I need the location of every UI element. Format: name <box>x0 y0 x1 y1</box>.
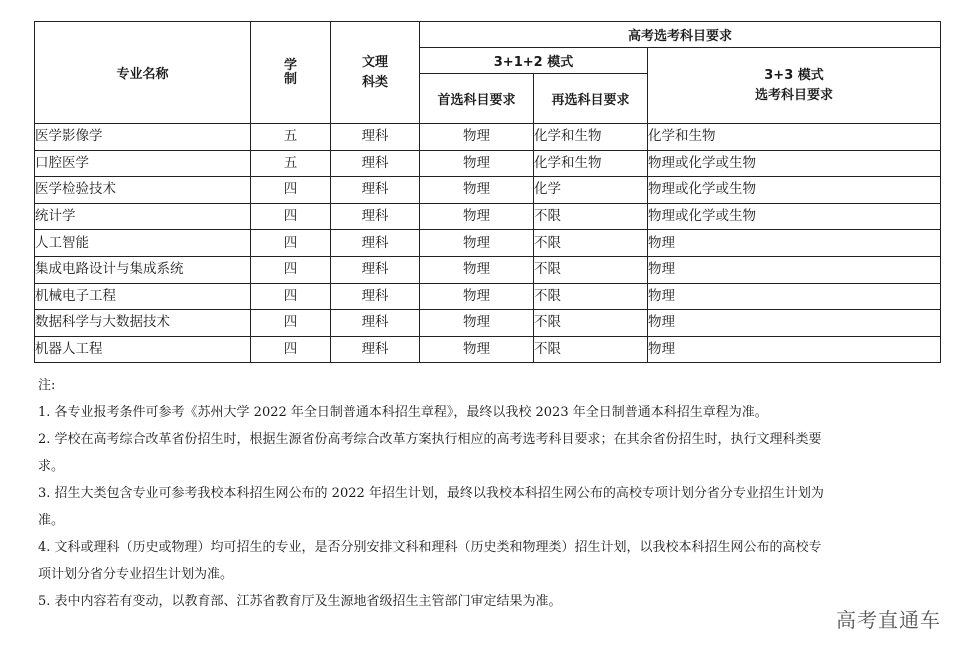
table-row <box>35 336 941 363</box>
major-name-cell: 医学影像学 <box>35 124 251 151</box>
first-subject-cell: 物理 <box>420 150 534 177</box>
note-continuation: 求。 <box>38 459 65 474</box>
mode33-subject-cell: 物理或化学或生物 <box>648 177 941 204</box>
note-line: 1. 各专业报考条件可参考《苏州大学 2022 年全日制普通本科招生章程》，最终以我校 2023 年全日制普通本科招生章程为准。 <box>38 405 768 420</box>
duration-cell: 四 <box>251 310 331 337</box>
category-cell: 理科 <box>331 203 420 230</box>
table-row <box>35 256 941 283</box>
duration-cell: 五 <box>251 124 331 151</box>
major-name-cell: 数据科学与大数据技术 <box>35 310 251 337</box>
major-name-cell: 统计学 <box>35 203 251 230</box>
mode33-subject-cell: 物理 <box>648 256 941 283</box>
mode33-subject-cell: 物理 <box>648 230 941 257</box>
notes-section <box>38 372 938 615</box>
category-cell: 理科 <box>331 310 420 337</box>
second-subject-cell: 化学和生物 <box>534 150 648 177</box>
duration-cell: 四 <box>251 230 331 257</box>
mode33-subject-cell: 物理 <box>648 336 941 363</box>
mode33-subject-cell: 物理或化学或生物 <box>648 203 941 230</box>
major-name-cell: 集成电路设计与集成系统 <box>35 256 251 283</box>
category-cell: 理科 <box>331 177 420 204</box>
second-subject-cell: 不限 <box>534 256 648 283</box>
header-duration: 学 制 <box>251 22 331 124</box>
second-subject-cell: 不限 <box>534 310 648 337</box>
table-row <box>35 283 941 310</box>
first-subject-cell: 物理 <box>420 256 534 283</box>
table-row <box>35 150 941 177</box>
note-line: 3. 招生大类包含专业可参考我校本科招生网公布的 2022 年招生计划，最终以我校本科招生网公布的高校专项计划分省分专业招生计划为 <box>38 486 824 501</box>
header-second-subject: 再选科目要求 <box>534 74 648 124</box>
second-subject-cell: 化学 <box>534 177 648 204</box>
category-cell: 理科 <box>331 150 420 177</box>
duration-cell: 五 <box>251 150 331 177</box>
header-category: 文理 科类 <box>331 22 420 124</box>
first-subject-cell: 物理 <box>420 310 534 337</box>
header-gaokao-requirements: 高考选考科目要求 <box>420 22 941 48</box>
first-subject-cell: 物理 <box>420 203 534 230</box>
major-name-cell: 人工智能 <box>35 230 251 257</box>
major-name-cell: 口腔医学 <box>35 150 251 177</box>
category-cell: 理科 <box>331 336 420 363</box>
watermark: 高考直通车 <box>836 608 941 632</box>
table-row <box>35 177 941 204</box>
table-row <box>35 203 941 230</box>
table-row <box>35 310 941 337</box>
category-cell: 理科 <box>331 256 420 283</box>
major-name-cell: 机械电子工程 <box>35 283 251 310</box>
note-continuation: 准。 <box>38 513 65 528</box>
note-item <box>38 426 938 453</box>
second-subject-cell: 不限 <box>534 336 648 363</box>
duration-cell: 四 <box>251 336 331 363</box>
note-item <box>38 480 938 507</box>
major-name-cell: 医学检验技术 <box>35 177 251 204</box>
mode33-subject-cell: 物理 <box>648 283 941 310</box>
second-subject-cell: 不限 <box>534 230 648 257</box>
notes-title: 注: <box>38 378 56 393</box>
major-name-cell: 机器人工程 <box>35 336 251 363</box>
header-first-subject: 首选科目要求 <box>420 74 534 124</box>
header-mode-312: 3+1+2 模式 <box>420 48 648 74</box>
category-cell: 理科 <box>331 124 420 151</box>
header-mode-33: 3+3 模式 选考科目要求 <box>648 48 941 124</box>
mode33-subject-cell: 物理或化学或生物 <box>648 150 941 177</box>
mode33-subject-cell: 化学和生物 <box>648 124 941 151</box>
category-cell: 理科 <box>331 230 420 257</box>
second-subject-cell: 不限 <box>534 283 648 310</box>
first-subject-cell: 物理 <box>420 230 534 257</box>
second-subject-cell: 不限 <box>534 203 648 230</box>
category-cell: 理科 <box>331 283 420 310</box>
duration-cell: 四 <box>251 256 331 283</box>
note-line: 4. 文科或理科（历史或物理）均可招生的专业，是否分别安排文科和理科（历史类和物理类）招生计划，以我校本科招生网公布的高校专 <box>38 540 822 555</box>
majors-table <box>34 21 941 363</box>
note-item <box>38 399 938 426</box>
first-subject-cell: 物理 <box>420 336 534 363</box>
header-major-name: 专业名称 <box>35 22 251 124</box>
note-line: 2. 学校在高考综合改革省份招生时，根据生源省份高考综合改革方案执行相应的高考选考科目要求；在其余省份招生时，执行文理科类要 <box>38 432 822 447</box>
note-continuation: 项计划分省分专业招生计划为准。 <box>38 567 234 582</box>
duration-cell: 四 <box>251 177 331 204</box>
mode33-subject-cell: 物理 <box>648 310 941 337</box>
duration-cell: 四 <box>251 203 331 230</box>
first-subject-cell: 物理 <box>420 177 534 204</box>
first-subject-cell: 物理 <box>420 283 534 310</box>
note-line: 5. 表中内容若有变动，以教育部、江苏省教育厅及生源地省级招生主管部门审定结果为准。 <box>38 594 562 609</box>
first-subject-cell: 物理 <box>420 124 534 151</box>
note-item <box>38 588 938 615</box>
second-subject-cell: 化学和生物 <box>534 124 648 151</box>
table-row <box>35 230 941 257</box>
duration-cell: 四 <box>251 283 331 310</box>
note-item <box>38 534 938 561</box>
table-row <box>35 124 941 151</box>
